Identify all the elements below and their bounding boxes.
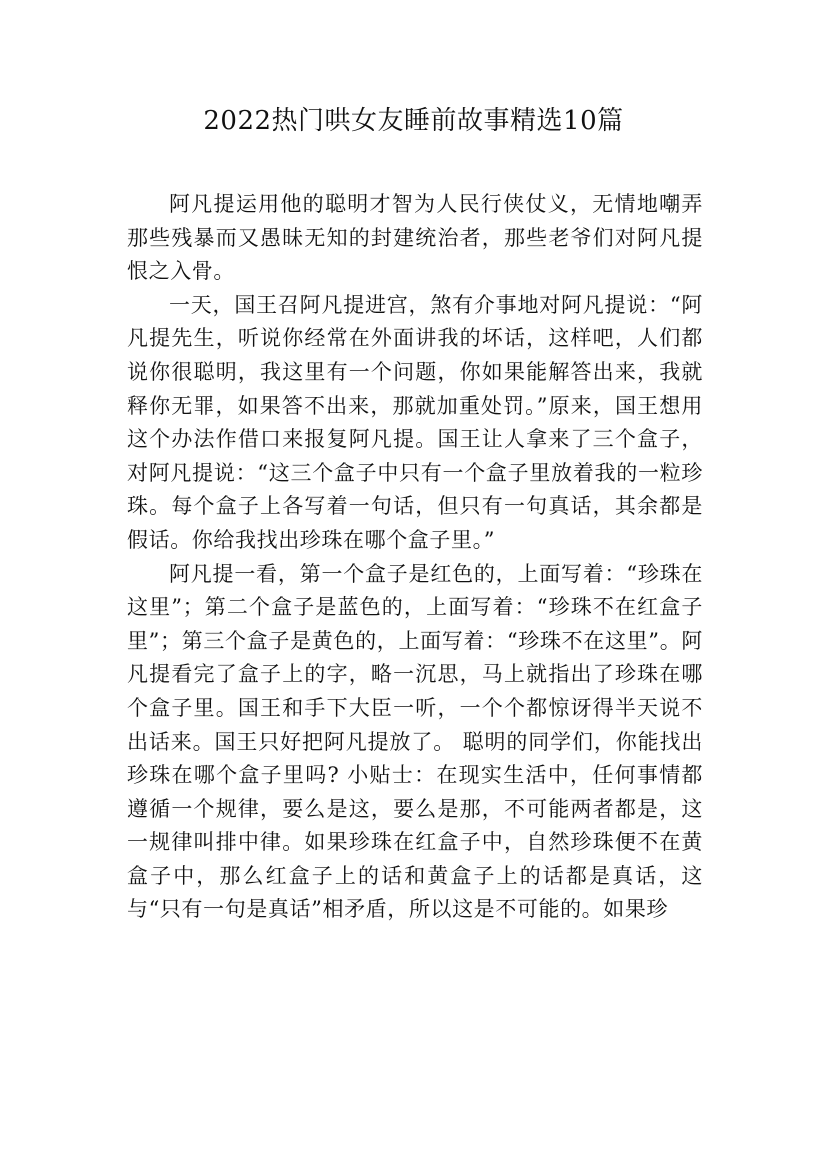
paragraph-1: 阿凡提运用他的聪明才智为人民行侠仗义，无情地嘲弄那些残暴而又愚昧无知的封建统治者，那些老爷们对阿凡提恨之入骨。: [127, 192, 703, 284]
paragraph-3: 阿凡提一看，第一个盒子是红色的，上面写着：“珍珠在这里”；第二个盒子是蓝色的，上面写着：“珍珠不在红盒子里”；第三个盒子是黄色的，上面写着：“珍珠不在这里”。阿凡提看完了盒子上的字，略一沉思，马上就指出了珍珠在哪个盒子里。国王和手下大臣一听，一个个都惊讶得半天说不出话来。国王只好把阿凡提放了。 聪明的同学们，你能找出珍珠在哪个盒子里吗? 小贴士：在现实生活中，任何事情都遵循一个规律，要么是这，要么是那，不可能两者都是，这一规律叫排中律。如果珍珠在红盒子中，自然珍珠便不在黄盒子中，那么红盒子上的话和黄盒子上的话都是真话，这与“只有一句是真话”相矛盾，所以这是不可能的。如果珍: [127, 561, 703, 922]
document-body: [127, 188, 703, 927]
document-title: 2022热门哄女友睡前故事精选10篇: [203, 106, 624, 136]
paragraph-2: 一天，国王召阿凡提进宫，煞有介事地对阿凡提说：“阿凡提先生，听说你经常在外面讲我的坏话，这样吧，人们都说你很聪明，我这里有一个问题，你如果能解答出来，我就释你无罪，如果答不出来，那就加重处罚。”原来，国王想用这个办法作借口来报复阿凡提。国王让人拿来了三个盒子，对阿凡提说：“这三个盒子中只有一个盒子里放着我的一粒珍珠。每个盒子上各写着一句话，但只有一句真话，其余都是假话。你给我找出珍珠在哪个盒子里。”: [127, 292, 703, 552]
